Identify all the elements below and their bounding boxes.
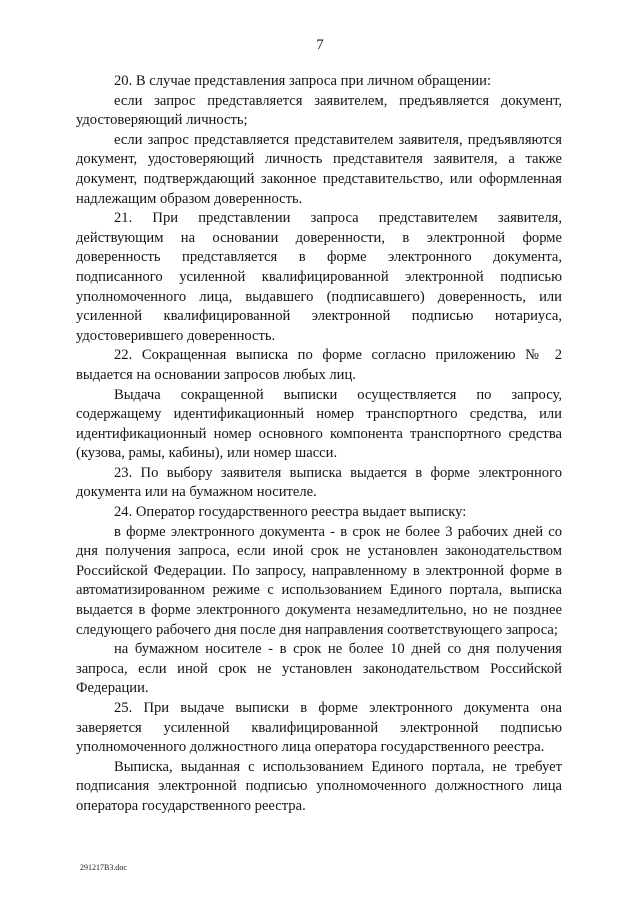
document-body [76, 72, 562, 817]
paragraph-22: 22. Сокращенная выписка по форме согласно приложению № 2 выдается на основании запросов любых лиц. [76, 347, 562, 383]
paragraph-25-portal: Выписка, выданная с использованием Единого портала, не требует подписания электронной подписью уполномоченного должностного лица оператора государственного реестра. [76, 758, 562, 814]
paragraph-20-representative: если запрос представляется представителем заявителя, предъявляются документ, удостоверяющий личность представителя заявителя, а также документ, подтверждающий законное представительство, или оформленная надлежащим образом доверенность. [76, 131, 562, 207]
paragraph-24-paper: на бумажном носителе - в срок не более 10 дней со дня получения запроса, если иной срок не установлен законодательством Российской Федерации. [76, 641, 562, 697]
file-name-footer: 291217B3.doc [80, 863, 127, 872]
paragraph-24: 24. Оператор государственного реестра выдает выписку: [114, 504, 467, 521]
page-number: 7 [316, 37, 324, 53]
paragraph-21: 21. При представлении запроса представителем заявителя, действующим на основании доверенности, в электронной форме доверенность представляется в форме электронного документа, подписанного усиленной квалифицированной электронной подписью уполномоченного лица, выдавшего (подписавшего) доверенность, или усиленной квалифицированной электронной подписью нотариуса, удостоверившего доверенность. [76, 210, 562, 344]
paragraph-20-applicant: если запрос представляется заявителем, предъявляется документ, удостоверяющий личность; [76, 92, 562, 129]
paragraph-20: 20. В случае представления запроса при личном обращении: [114, 73, 492, 89]
paragraph-22-issuance: Выдача сокращенной выписки осуществляется по запросу, содержащему идентификационный номер транспортного средства, или идентификационный номер основного компонента транспортного средства (кузова, рамы, кабины), или номер шасси. [76, 386, 562, 462]
paragraph-25: 25. При выдаче выписки в форме электронного документа она заверяется усиленной квалифицированной электронной подписью уполномоченного должностного лица оператора государственного реестра. [76, 700, 562, 756]
paragraph-24-electronic: в форме электронного документа - в срок не более 3 рабочих дней со дня получения запроса, если иной срок не установлен законодательством Российской Федерации. По запросу, направленному в электронной форме в автоматизированном режиме с использованием Единого портала, выписка выдается в форме электронного документа незамедлительно, но не позднее следующего рабочего дня после дня направления соответствующего запроса; [76, 523, 562, 638]
paragraph-23: 23. По выбору заявителя выписка выдается в форме электронного документа или на бумажном носителе. [76, 464, 562, 501]
